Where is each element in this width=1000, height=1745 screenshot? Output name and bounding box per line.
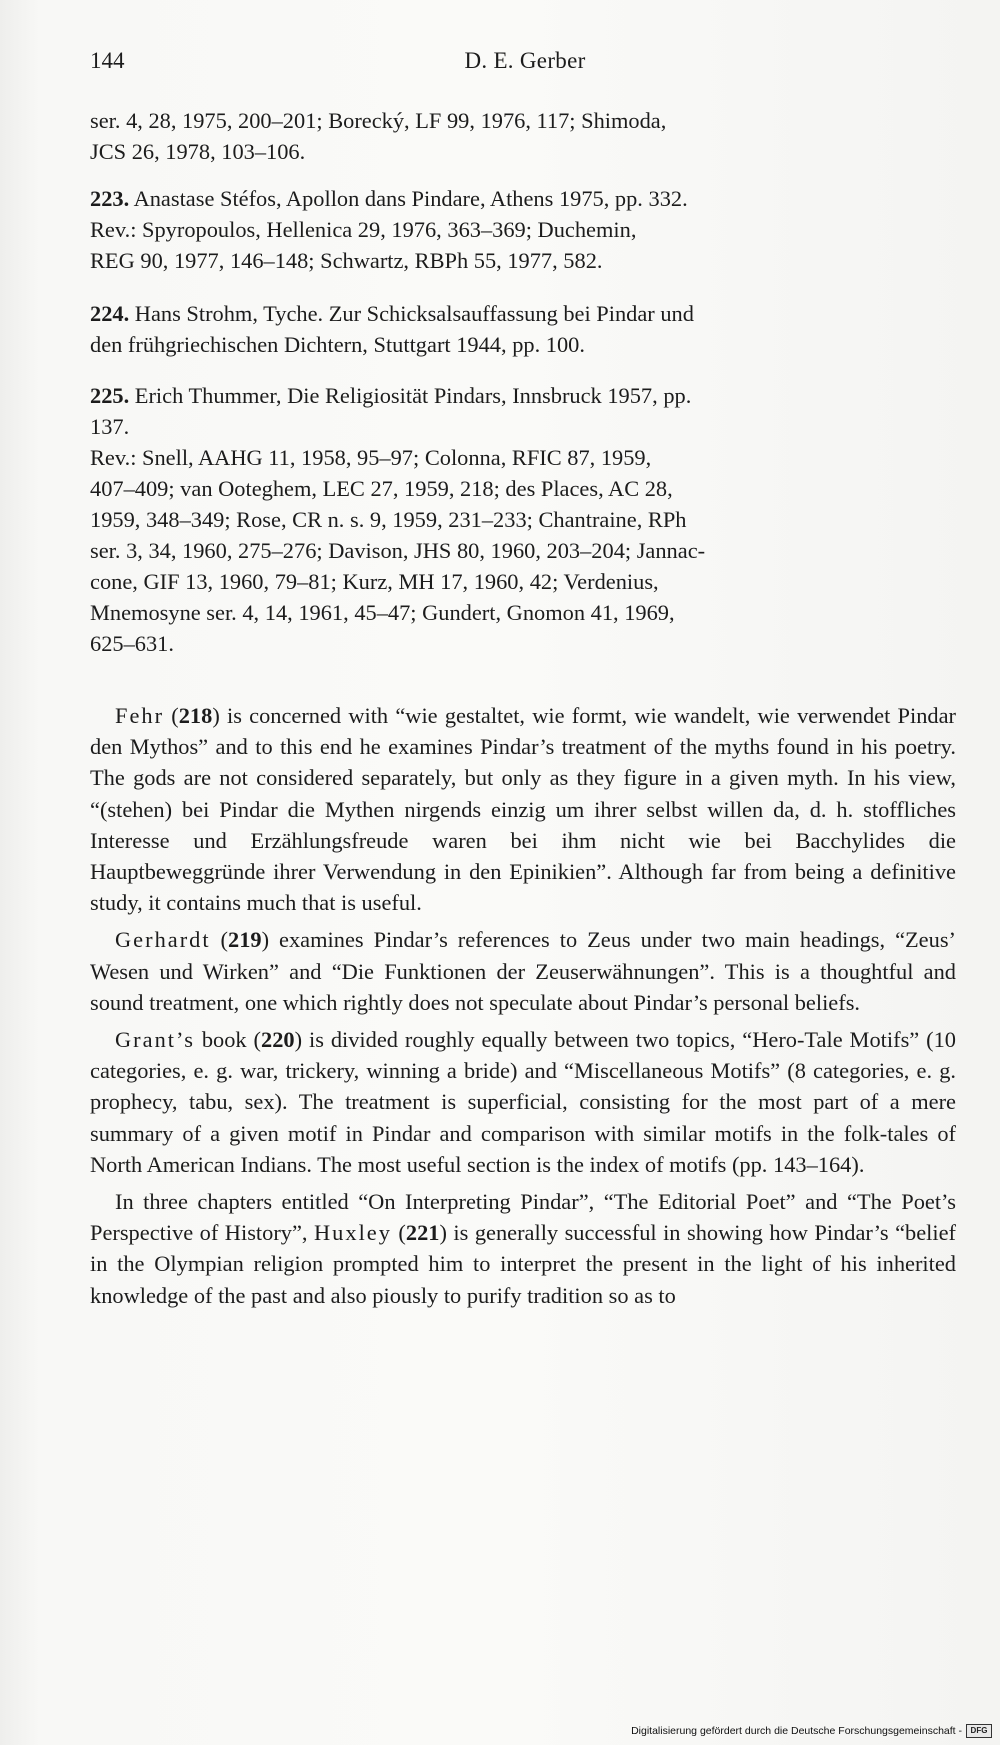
entry-ref: 218: [178, 703, 213, 728]
entry-number: 224.: [90, 301, 130, 326]
footer-text: Digitalisierung gefördert durch die Deutsche Forschungsgemeinschaft -: [631, 1725, 962, 1737]
bibliography-entry: ser. 4, 28, 1975, 200–201; Borecký, LF 99, 1976, 117; Shimoda, JCS 26, 1978, 103–106.: [90, 108, 667, 164]
entry-ref: 221: [405, 1220, 440, 1246]
body-text: [90, 700, 956, 1311]
paragraph-grant: Grant’s book (220) is divided roughly equally between two topics, “Hero-Tale Motifs” (10 categories, e. g. war, trickery, winning a bride) and “Miscellaneous Motifs” (8 categories, e. g. prophecy, tabu, sex). The treatment is superficial, consisting for the most part of a mere summary of a given motif in Pindar and comparison with similar motifs in the folk-tales of North American Indians. The most useful section is the index of motifs (pp. 143–164).: [90, 1027, 956, 1177]
bibliography-entry-223: [90, 183, 956, 276]
bibliography-entry: 225. Erich Thummer, Die Religiosität Pindars, Innsbruck 1957, pp. 137. Rev.: Snell, AAHG 11, 1958, 95–97; Colonna, RFIC 87, 1959, 407–409; van Ooteghem, LEC 27, 1959, 218; des Places, AC 28, 1959, 348–349; Rose, CR n. s. 9, 1959, 231–233; Chantraine, RPh ser. 3, 34, 1960, 275–276; Davison, JHS 80, 1960, 203–204; Jannac- cone, GIF 13, 1960, 79–81; Kurz, MH 17, 1960, 42; Verdenius, Mnemosyne ser. 4, 14, 1961, 45–47; Gundert, Gnomon 41, 1969, 625–631.: [90, 383, 706, 656]
bibliography-entry: 223. Anastase Stéfos, Apollon dans Pindare, Athens 1975, pp. 332. Rev.: Spyropoulos, Hellenica 29, 1976, 363–369; Duchemin, REG 90, 1977, 146–148; Schwartz, RBPh 55, 1977, 582.: [90, 186, 688, 273]
entry-number: 225.: [90, 383, 130, 408]
digitization-footer: [631, 1723, 992, 1739]
bibliography-entry-224: [90, 298, 956, 360]
page-number: 144: [90, 48, 125, 73]
paragraph-fehr: Fehr (218) is concerned with “wie gestaltet, wie formt, wie wandelt, wie verwendet Pindar den Mythos” and to this end he examines Pindar’s treatment of the myths found in his poetry. The gods are not considered separately, but only as they figure in a given myth. In his view, “(stehen) bei Pindar die Mythen nirgends einzig um ihrer selbst willen da, d. h. stoffliches Interesse und Erzählungsfreude waren bei ihm nicht wie bei Bacchylides die Hauptbeweggründe ihrer Verwendung in den Epinikien”. Although far from being a definitive study, it contains much that is useful.: [90, 703, 956, 916]
entry-ref: 219: [228, 927, 262, 953]
entry-number: 223.: [90, 186, 130, 211]
author-name: Huxley: [314, 1220, 392, 1246]
author-name: Grant’s: [115, 1027, 195, 1053]
entry-ref: 220: [261, 1027, 295, 1053]
author-name: Gerhardt: [115, 927, 211, 953]
running-head-author: D. E. Gerber: [464, 48, 586, 73]
bibliography-entry-225: [90, 380, 956, 659]
bibliography-entry-continued: [90, 105, 956, 167]
author-name: Fehr: [115, 703, 165, 728]
running-head: [90, 48, 960, 80]
paragraph-gerhardt: Gerhardt (219) examines Pindar’s references to Zeus under two main headings, “Zeus’ Wesen und Wirken” and “Die Funktionen der Zeuserwähnungen”. This is a thoughtful and sound treatment, one which rightly does not speculate about Pindar’s personal beliefs.: [90, 927, 956, 1015]
dfg-logo-icon: DFG: [966, 1724, 992, 1738]
bibliography-entry: 224. Hans Strohm, Tyche. Zur Schicksalsauffassung bei Pindar und den frühgriechischen Dichtern, Stuttgart 1944, pp. 100.: [90, 301, 694, 357]
paragraph-huxley: In three chapters entitled “On Interpreting Pindar”, “The Editorial Poet” and “The Poet’s Perspective of History”, Huxley (221) is generally successful in showing how Pindar’s “belief in the Olympian religion prompted him to interpret the present in the light of his inherited knowledge of the past and also piously to purify tradition so as to: [90, 1189, 956, 1308]
